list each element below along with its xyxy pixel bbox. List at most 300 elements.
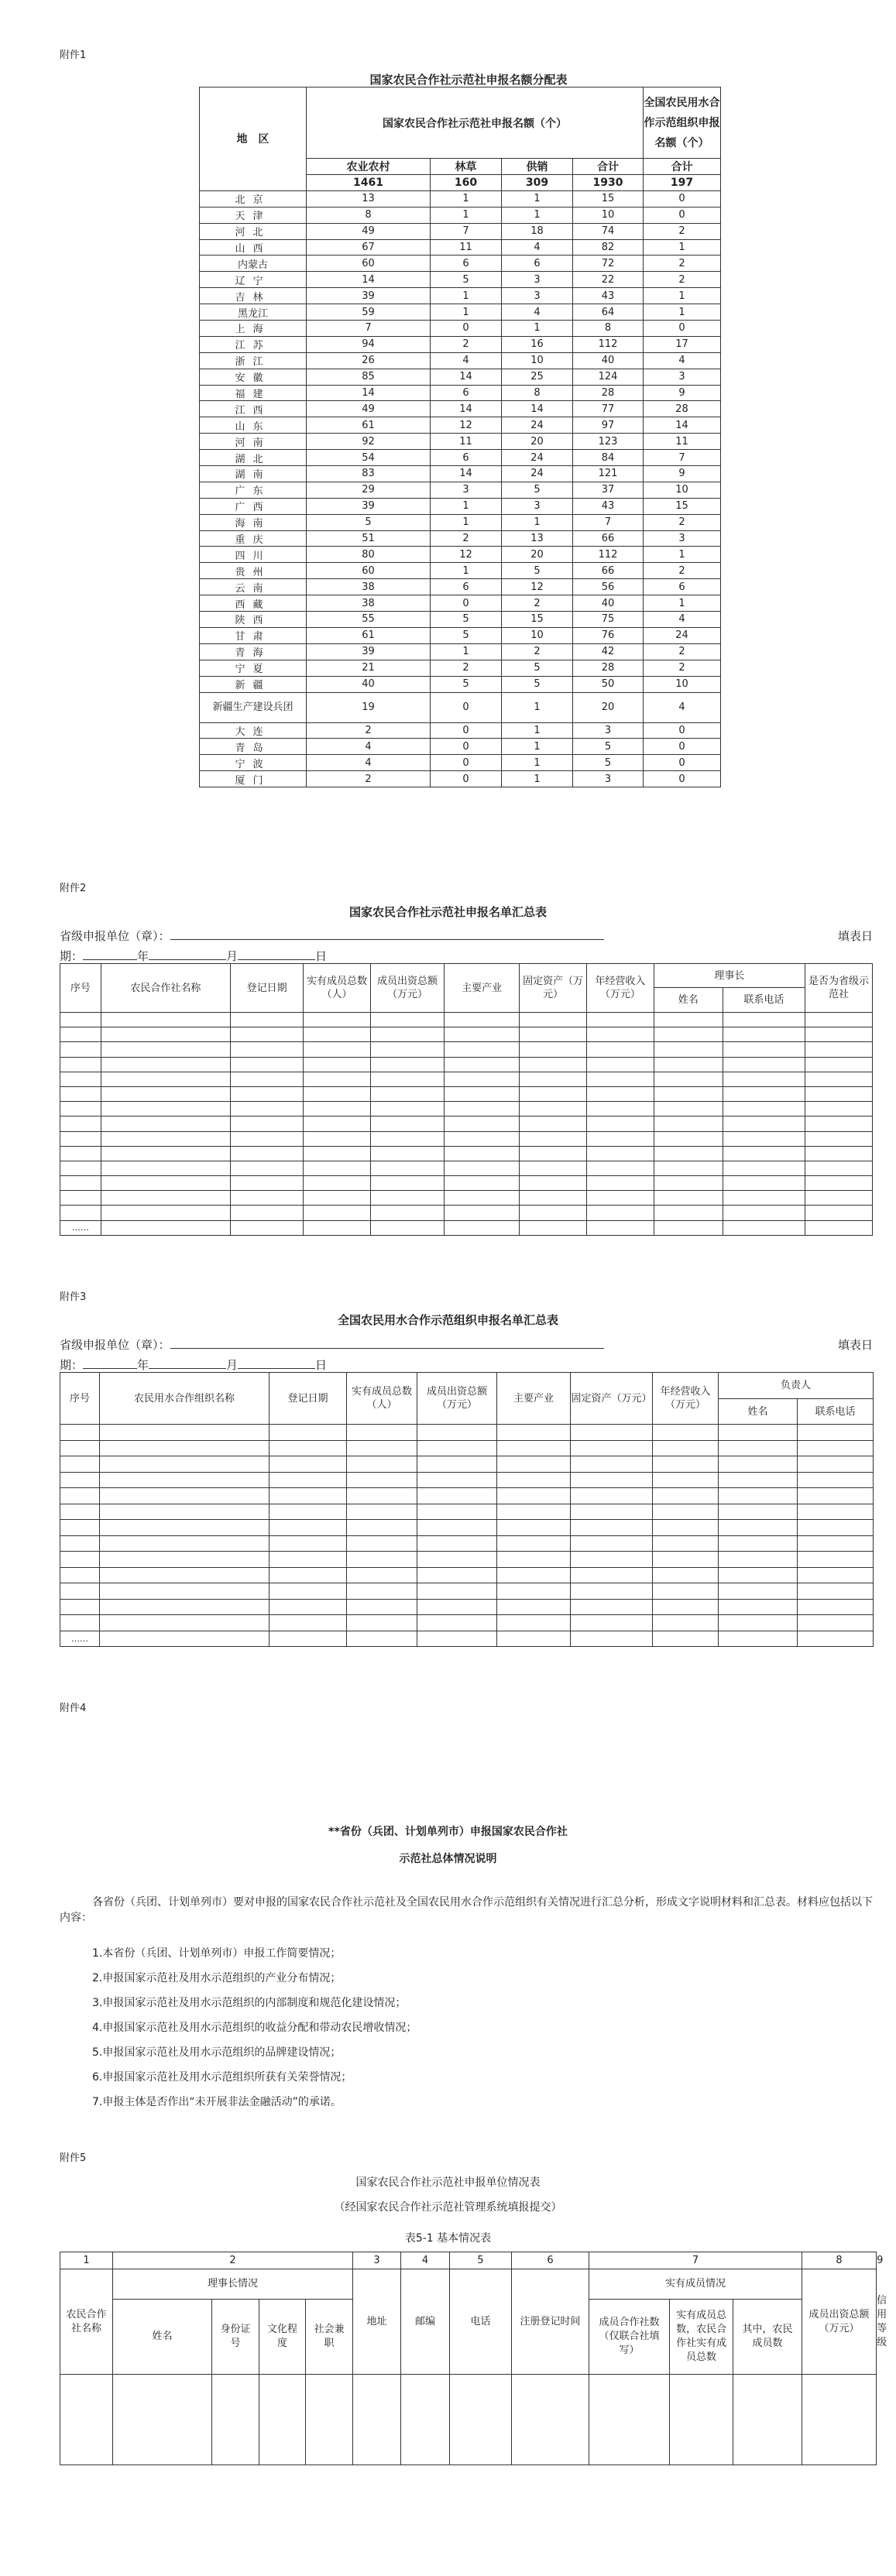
blank-cell[interactable] — [445, 1206, 520, 1220]
blank-cell[interactable] — [654, 1102, 723, 1116]
blank-cell[interactable] — [654, 1027, 723, 1042]
blank-cell[interactable] — [347, 1599, 417, 1615]
blank-cell[interactable] — [589, 2375, 670, 2465]
blank-cell[interactable] — [347, 1440, 417, 1456]
blank-cell[interactable] — [60, 1131, 101, 1146]
blank-cell[interactable] — [60, 1425, 100, 1441]
blank-cell[interactable] — [723, 1206, 805, 1220]
blank-cell[interactable] — [304, 1086, 371, 1101]
blank-cell[interactable] — [653, 1472, 719, 1488]
blank-cell[interactable] — [805, 1131, 873, 1146]
blank-cell[interactable] — [101, 1146, 230, 1161]
blank-cell[interactable] — [231, 1086, 304, 1101]
blank-cell[interactable] — [798, 1425, 874, 1441]
blank-cell[interactable] — [304, 1042, 371, 1057]
blank-cell[interactable] — [445, 1146, 520, 1161]
blank-cell[interactable] — [571, 1583, 653, 1600]
blank-cell[interactable] — [370, 1072, 444, 1086]
blank-cell[interactable] — [520, 1102, 587, 1116]
blank-cell[interactable] — [60, 1567, 100, 1583]
blank-cell[interactable] — [586, 1086, 654, 1101]
day-blank[interactable] — [238, 1357, 315, 1369]
blank-cell[interactable] — [586, 1027, 654, 1042]
blank-cell[interactable] — [101, 1086, 230, 1101]
blank-cell[interactable] — [417, 1520, 497, 1536]
blank-cell[interactable] — [231, 1013, 304, 1027]
blank-cell[interactable] — [798, 1488, 874, 1504]
blank-cell[interactable] — [497, 1599, 571, 1615]
blank-cell[interactable] — [520, 1027, 587, 1042]
blank-cell[interactable] — [60, 1552, 100, 1568]
blank-cell[interactable] — [723, 1176, 805, 1191]
blank-cell[interactable] — [450, 2375, 512, 2465]
blank-cell[interactable] — [60, 1535, 100, 1552]
blank-cell[interactable] — [60, 1057, 101, 1072]
blank-cell[interactable] — [445, 1072, 520, 1086]
blank-cell[interactable] — [269, 1488, 347, 1504]
blank-cell[interactable] — [269, 1504, 347, 1520]
blank-cell[interactable] — [723, 1102, 805, 1116]
blank-cell[interactable] — [653, 1552, 719, 1568]
blank-cell[interactable] — [653, 1583, 719, 1600]
blank-cell[interactable] — [417, 1631, 497, 1647]
blank-cell[interactable] — [259, 2375, 306, 2465]
blank-cell[interactable] — [269, 1552, 347, 1568]
blank-cell[interactable] — [100, 1456, 269, 1473]
blank-cell[interactable] — [347, 1425, 417, 1441]
blank-cell[interactable] — [231, 1131, 304, 1146]
blank-cell[interactable] — [100, 1599, 269, 1615]
blank-cell[interactable] — [304, 1072, 371, 1086]
blank-cell[interactable] — [100, 1440, 269, 1456]
blank-cell[interactable] — [304, 1013, 371, 1027]
blank-cell[interactable] — [417, 1567, 497, 1583]
blank-cell[interactable] — [347, 1631, 417, 1647]
blank-cell[interactable] — [654, 1116, 723, 1131]
blank-cell[interactable] — [571, 1456, 653, 1473]
blank-cell[interactable] — [512, 2375, 589, 2465]
blank-cell[interactable] — [520, 1206, 587, 1220]
blank-cell[interactable] — [571, 1488, 653, 1504]
blank-cell[interactable] — [417, 1440, 497, 1456]
blank-cell[interactable] — [347, 1567, 417, 1583]
blank-cell[interactable] — [370, 1042, 444, 1057]
unit-blank[interactable] — [170, 928, 604, 940]
blank-cell[interactable] — [719, 1425, 798, 1441]
blank-cell[interactable] — [805, 1057, 873, 1072]
blank-cell[interactable] — [417, 1472, 497, 1488]
blank-cell[interactable] — [100, 1567, 269, 1583]
blank-cell[interactable] — [798, 1583, 874, 1600]
blank-cell[interactable] — [571, 1472, 653, 1488]
blank-cell[interactable] — [798, 1631, 874, 1647]
blank-cell[interactable] — [370, 1102, 444, 1116]
blank-cell[interactable] — [304, 1116, 371, 1131]
blank-cell[interactable] — [805, 1116, 873, 1131]
blank-cell[interactable] — [60, 1456, 100, 1473]
blank-cell[interactable] — [497, 1456, 571, 1473]
blank-cell[interactable] — [520, 1042, 587, 1057]
blank-cell[interactable] — [60, 1488, 100, 1504]
blank-cell[interactable] — [719, 1520, 798, 1536]
blank-cell[interactable] — [231, 1057, 304, 1072]
blank-cell[interactable] — [101, 1072, 230, 1086]
blank-cell[interactable] — [798, 1504, 874, 1520]
blank-cell[interactable] — [805, 1027, 873, 1042]
blank-cell[interactable] — [445, 1220, 520, 1235]
blank-cell[interactable] — [798, 1615, 874, 1631]
blank-cell[interactable] — [304, 1161, 371, 1175]
blank-cell[interactable] — [520, 1072, 587, 1086]
blank-cell[interactable] — [497, 1567, 571, 1583]
blank-cell[interactable] — [723, 1086, 805, 1101]
blank-cell[interactable] — [719, 1535, 798, 1552]
blank-cell[interactable] — [653, 1456, 719, 1473]
blank-cell[interactable] — [417, 1615, 497, 1631]
blank-cell[interactable] — [654, 1057, 723, 1072]
blank-cell[interactable] — [100, 1552, 269, 1568]
blank-cell[interactable] — [723, 1013, 805, 1027]
blank-cell[interactable] — [723, 1220, 805, 1235]
blank-cell[interactable] — [445, 1042, 520, 1057]
blank-cell[interactable] — [497, 1583, 571, 1600]
blank-cell[interactable] — [60, 1191, 101, 1206]
blank-cell[interactable] — [497, 1552, 571, 1568]
blank-cell[interactable] — [586, 1131, 654, 1146]
blank-cell[interactable] — [805, 1102, 873, 1116]
blank-cell[interactable] — [347, 1520, 417, 1536]
blank-cell[interactable] — [586, 1057, 654, 1072]
blank-cell[interactable] — [445, 1131, 520, 1146]
blank-cell[interactable] — [805, 1086, 873, 1101]
blank-cell[interactable] — [60, 1176, 101, 1191]
blank-cell[interactable] — [798, 1567, 874, 1583]
blank-cell[interactable] — [60, 1146, 101, 1161]
blank-cell[interactable] — [101, 1161, 230, 1175]
blank-cell[interactable] — [723, 1116, 805, 1131]
blank-cell[interactable] — [798, 1440, 874, 1456]
blank-cell[interactable] — [445, 1057, 520, 1072]
blank-cell[interactable] — [60, 1116, 101, 1131]
blank-cell[interactable] — [269, 1456, 347, 1473]
blank-cell[interactable] — [101, 1042, 230, 1057]
blank-cell[interactable] — [719, 1567, 798, 1583]
blank-cell[interactable] — [719, 1440, 798, 1456]
blank-cell[interactable] — [670, 2375, 733, 2465]
blank-cell[interactable] — [304, 1206, 371, 1220]
year-blank[interactable] — [83, 1357, 137, 1369]
blank-cell[interactable] — [100, 1520, 269, 1536]
blank-cell[interactable] — [445, 1086, 520, 1101]
blank-cell[interactable] — [805, 1220, 873, 1235]
blank-cell[interactable] — [654, 1146, 723, 1161]
blank-cell[interactable] — [370, 1116, 444, 1131]
blank-cell[interactable] — [586, 1161, 654, 1175]
blank-cell[interactable] — [805, 1072, 873, 1086]
blank-cell[interactable] — [719, 1456, 798, 1473]
blank-cell[interactable] — [571, 1567, 653, 1583]
blank-cell[interactable] — [304, 1102, 371, 1116]
blank-cell[interactable] — [347, 1472, 417, 1488]
blank-cell[interactable] — [370, 1027, 444, 1042]
blank-cell[interactable] — [417, 1583, 497, 1600]
blank-cell[interactable] — [100, 1615, 269, 1631]
blank-cell[interactable] — [497, 1504, 571, 1520]
blank-cell[interactable] — [719, 1615, 798, 1631]
blank-cell[interactable] — [798, 1599, 874, 1615]
blank-cell[interactable] — [653, 1631, 719, 1647]
blank-cell[interactable] — [571, 1552, 653, 1568]
blank-cell[interactable] — [654, 1161, 723, 1175]
blank-cell[interactable] — [654, 1042, 723, 1057]
blank-cell[interactable] — [304, 1027, 371, 1042]
blank-cell[interactable] — [101, 1176, 230, 1191]
blank-cell[interactable] — [417, 1425, 497, 1441]
blank-cell[interactable] — [101, 1027, 230, 1042]
blank-cell[interactable] — [269, 1425, 347, 1441]
blank-cell[interactable] — [269, 1599, 347, 1615]
blank-cell[interactable] — [723, 1161, 805, 1175]
blank-cell[interactable] — [100, 1583, 269, 1600]
month-blank[interactable] — [149, 1357, 226, 1369]
blank-cell[interactable] — [719, 1488, 798, 1504]
blank-cell[interactable] — [417, 1504, 497, 1520]
blank-cell[interactable] — [370, 1220, 444, 1235]
blank-cell[interactable] — [653, 1535, 719, 1552]
blank-cell[interactable] — [586, 1116, 654, 1131]
blank-cell[interactable] — [60, 1440, 100, 1456]
blank-cell[interactable] — [113, 2375, 212, 2465]
blank-cell[interactable] — [60, 1042, 101, 1057]
blank-cell[interactable] — [60, 1472, 100, 1488]
blank-cell[interactable] — [445, 1116, 520, 1131]
blank-cell[interactable] — [370, 1146, 444, 1161]
blank-cell[interactable] — [586, 1220, 654, 1235]
blank-cell[interactable] — [445, 1027, 520, 1042]
blank-cell[interactable] — [231, 1161, 304, 1175]
blank-cell[interactable] — [497, 1472, 571, 1488]
blank-cell[interactable] — [497, 1440, 571, 1456]
blank-cell[interactable] — [269, 1440, 347, 1456]
blank-cell[interactable] — [417, 1552, 497, 1568]
blank-cell[interactable] — [653, 1599, 719, 1615]
blank-cell[interactable] — [60, 1086, 101, 1101]
blank-cell[interactable] — [586, 1176, 654, 1191]
blank-cell[interactable] — [231, 1176, 304, 1191]
blank-cell[interactable] — [653, 1488, 719, 1504]
blank-cell[interactable] — [100, 1472, 269, 1488]
blank-cell[interactable] — [269, 1520, 347, 1536]
blank-cell[interactable] — [269, 1631, 347, 1647]
blank-cell[interactable] — [269, 1583, 347, 1600]
blank-cell[interactable] — [370, 1161, 444, 1175]
blank-cell[interactable] — [231, 1191, 304, 1206]
blank-cell[interactable] — [60, 1102, 101, 1116]
blank-cell[interactable] — [370, 1176, 444, 1191]
blank-cell[interactable] — [101, 1220, 230, 1235]
blank-cell[interactable] — [231, 1072, 304, 1086]
blank-cell[interactable] — [60, 2375, 113, 2465]
blank-cell[interactable] — [653, 1504, 719, 1520]
blank-cell[interactable] — [805, 1013, 873, 1027]
blank-cell[interactable] — [497, 1520, 571, 1536]
blank-cell[interactable] — [347, 1504, 417, 1520]
blank-cell[interactable] — [719, 1631, 798, 1647]
blank-cell[interactable] — [571, 1599, 653, 1615]
blank-cell[interactable] — [571, 1631, 653, 1647]
blank-cell[interactable] — [497, 1631, 571, 1647]
blank-cell[interactable] — [353, 2375, 401, 2465]
blank-cell[interactable] — [445, 1176, 520, 1191]
blank-cell[interactable] — [723, 1042, 805, 1057]
blank-cell[interactable] — [497, 1615, 571, 1631]
blank-cell[interactable] — [370, 1013, 444, 1027]
blank-cell[interactable] — [805, 1191, 873, 1206]
blank-cell[interactable] — [100, 1488, 269, 1504]
blank-cell[interactable] — [101, 1206, 230, 1220]
blank-cell[interactable] — [586, 1206, 654, 1220]
blank-cell[interactable] — [497, 1425, 571, 1441]
blank-cell[interactable] — [417, 1535, 497, 1552]
blank-cell[interactable] — [586, 1191, 654, 1206]
blank-cell[interactable] — [304, 1220, 371, 1235]
blank-cell[interactable] — [571, 1440, 653, 1456]
blank-cell[interactable] — [653, 1520, 719, 1536]
blank-cell[interactable] — [571, 1504, 653, 1520]
blank-cell[interactable] — [586, 1102, 654, 1116]
blank-cell[interactable] — [723, 1131, 805, 1146]
month-blank[interactable] — [149, 948, 226, 960]
blank-cell[interactable] — [101, 1191, 230, 1206]
blank-cell[interactable] — [60, 1615, 100, 1631]
blank-cell[interactable] — [304, 1131, 371, 1146]
blank-cell[interactable] — [100, 1504, 269, 1520]
blank-cell[interactable] — [719, 1599, 798, 1615]
blank-cell[interactable] — [370, 1057, 444, 1072]
blank-cell[interactable] — [304, 1176, 371, 1191]
blank-cell[interactable] — [60, 1013, 101, 1027]
blank-cell[interactable] — [269, 1615, 347, 1631]
blank-cell[interactable] — [654, 1220, 723, 1235]
blank-cell[interactable] — [798, 1472, 874, 1488]
blank-cell[interactable] — [269, 1567, 347, 1583]
blank-cell[interactable] — [723, 1072, 805, 1086]
blank-cell[interactable] — [100, 1535, 269, 1552]
blank-cell[interactable] — [520, 1086, 587, 1101]
blank-cell[interactable] — [654, 1176, 723, 1191]
blank-cell[interactable] — [347, 1456, 417, 1473]
blank-cell[interactable] — [417, 1488, 497, 1504]
blank-cell[interactable] — [719, 1583, 798, 1600]
blank-cell[interactable] — [798, 1520, 874, 1536]
blank-cell[interactable] — [60, 1027, 101, 1042]
blank-cell[interactable] — [586, 1042, 654, 1057]
blank-cell[interactable] — [520, 1131, 587, 1146]
blank-cell[interactable] — [497, 1488, 571, 1504]
blank-cell[interactable] — [370, 1086, 444, 1101]
unit-blank[interactable] — [170, 1337, 604, 1349]
blank-cell[interactable] — [101, 1116, 230, 1131]
blank-cell[interactable] — [520, 1146, 587, 1161]
blank-cell[interactable] — [653, 1425, 719, 1441]
blank-cell[interactable] — [231, 1102, 304, 1116]
blank-cell[interactable] — [101, 1057, 230, 1072]
blank-cell[interactable] — [304, 1146, 371, 1161]
blank-cell[interactable] — [653, 1615, 719, 1631]
blank-cell[interactable] — [370, 1206, 444, 1220]
blank-cell[interactable] — [370, 1131, 444, 1146]
blank-cell[interactable] — [805, 1176, 873, 1191]
blank-cell[interactable] — [100, 1631, 269, 1647]
blank-cell[interactable] — [520, 1013, 587, 1027]
blank-cell[interactable] — [654, 1191, 723, 1206]
blank-cell[interactable] — [231, 1206, 304, 1220]
blank-cell[interactable] — [445, 1161, 520, 1175]
blank-cell[interactable] — [60, 1520, 100, 1536]
blank-cell[interactable] — [370, 1191, 444, 1206]
blank-cell[interactable] — [571, 1615, 653, 1631]
blank-cell[interactable] — [798, 1456, 874, 1473]
blank-cell[interactable] — [802, 2375, 877, 2465]
blank-cell[interactable] — [445, 1013, 520, 1027]
year-blank[interactable] — [83, 948, 137, 960]
blank-cell[interactable] — [231, 1116, 304, 1131]
blank-cell[interactable] — [269, 1535, 347, 1552]
blank-cell[interactable] — [723, 1057, 805, 1072]
blank-cell[interactable] — [347, 1488, 417, 1504]
blank-cell[interactable] — [798, 1535, 874, 1552]
blank-cell[interactable] — [417, 1599, 497, 1615]
blank-cell[interactable] — [100, 1425, 269, 1441]
blank-cell[interactable] — [60, 1072, 101, 1086]
blank-cell[interactable] — [733, 2375, 802, 2465]
blank-cell[interactable] — [417, 1456, 497, 1473]
blank-cell[interactable] — [654, 1072, 723, 1086]
blank-cell[interactable] — [520, 1176, 587, 1191]
blank-cell[interactable] — [586, 1146, 654, 1161]
blank-cell[interactable] — [805, 1146, 873, 1161]
blank-cell[interactable] — [101, 1013, 230, 1027]
blank-cell[interactable] — [653, 1567, 719, 1583]
blank-cell[interactable] — [520, 1161, 587, 1175]
blank-cell[interactable] — [798, 1552, 874, 1568]
blank-cell[interactable] — [347, 1535, 417, 1552]
blank-cell[interactable] — [60, 1161, 101, 1175]
blank-cell[interactable] — [269, 1472, 347, 1488]
blank-cell[interactable] — [520, 1057, 587, 1072]
blank-cell[interactable] — [654, 1131, 723, 1146]
blank-cell[interactable] — [654, 1013, 723, 1027]
day-blank[interactable] — [238, 948, 315, 960]
blank-cell[interactable] — [805, 1161, 873, 1175]
blank-cell[interactable] — [347, 1583, 417, 1600]
blank-cell[interactable] — [101, 1102, 230, 1116]
blank-cell[interactable] — [347, 1615, 417, 1631]
blank-cell[interactable] — [586, 1013, 654, 1027]
blank-cell[interactable] — [60, 1583, 100, 1600]
blank-cell[interactable] — [212, 2375, 259, 2465]
blank-cell[interactable] — [654, 1206, 723, 1220]
blank-cell[interactable] — [719, 1472, 798, 1488]
blank-cell[interactable] — [723, 1027, 805, 1042]
blank-cell[interactable] — [571, 1520, 653, 1536]
blank-cell[interactable] — [304, 1057, 371, 1072]
blank-cell[interactable] — [60, 1599, 100, 1615]
blank-cell[interactable] — [60, 1206, 101, 1220]
blank-cell[interactable] — [654, 1086, 723, 1101]
blank-cell[interactable] — [401, 2375, 450, 2465]
blank-cell[interactable] — [520, 1116, 587, 1131]
